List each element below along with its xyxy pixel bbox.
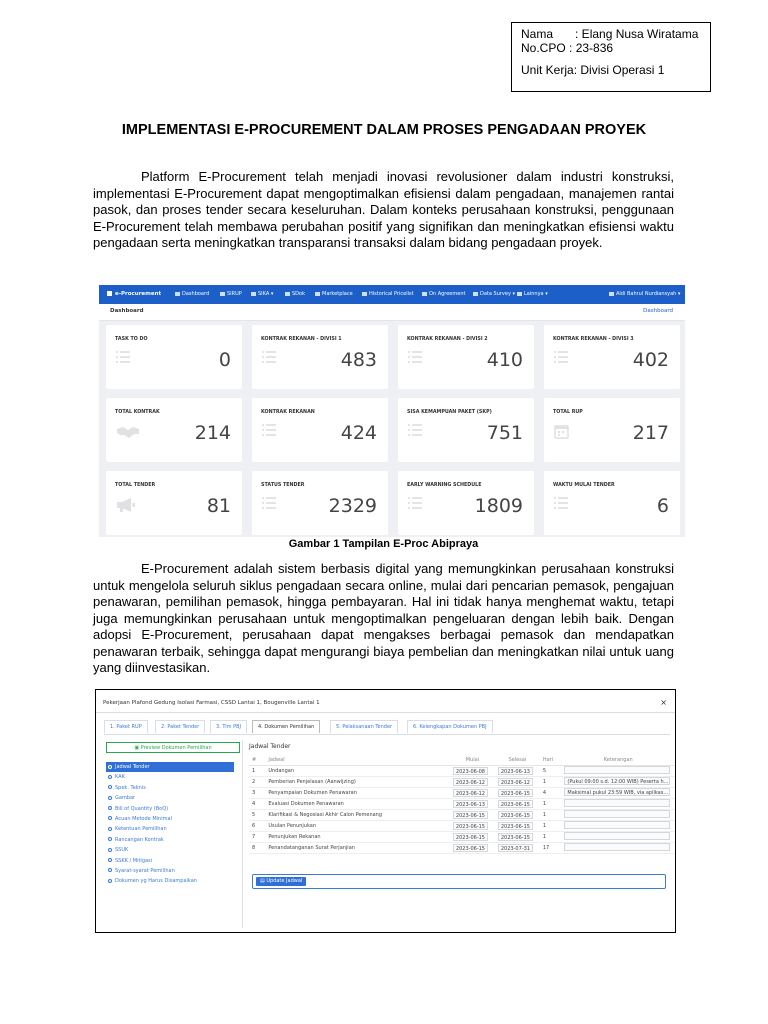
update-area [252, 874, 666, 889]
check-circle-icon [108, 879, 112, 883]
list-icon [408, 351, 422, 364]
nav-dashboard[interactable]: Dashboard [175, 291, 209, 297]
date-field[interactable]: 2023-07-31 [498, 844, 533, 852]
table-row [249, 777, 675, 788]
check-circle-icon [108, 796, 112, 800]
date-field[interactable]: 2023-06-12 [453, 789, 488, 797]
schedule-title: Jadwal Tender [249, 743, 291, 750]
table-cell: 8 [249, 843, 265, 854]
check-circle-icon [108, 806, 112, 810]
tender-schedule-screenshot [95, 689, 676, 933]
stat-card[interactable] [106, 398, 242, 462]
paragraph-1-text: Platform E-Procurement telah menjadi inovasi revolusioner dalam industri konstruksi, implementasi E-Procurement dapat mengoptimalkan efisiensi dalam pengadaan, manajemen rantai pasok, dan proses tender secara keseluruhan. Dalam konteks perusahaan konstruksi, penggunaan E-Procurement telah membawa perubahan positif yang signifikan dan meningkatkan efisiensi waktu pengadaan serta meningkatkan transparansi transaksi dalam bidang pengadaan proyek. [93, 169, 674, 250]
stat-card[interactable] [398, 398, 534, 462]
stat-card-value: 0 [218, 349, 231, 371]
table-cell: Undangan [265, 766, 450, 777]
package-title: Pekerjaan Plafond Gedung Isolasi Farmasi, CSSD Lantai 1, Bougenville Lantai 1 [103, 700, 320, 706]
stat-card[interactable] [106, 471, 242, 535]
keterangan-field[interactable]: Maksimal pukul 23:59 WIB, via aplikas... [564, 788, 670, 796]
column-header: Keterangan [561, 754, 675, 766]
date-field[interactable]: 2023-06-13 [453, 800, 488, 808]
table-cell: Penunjukan Rekanan [265, 832, 450, 843]
tab-dokumen-pemilihan[interactable]: 4. Dokumen Pemilihan [252, 720, 320, 733]
dashboard-heading: Dashboard [110, 308, 144, 314]
table-row [249, 766, 675, 777]
document-section-item[interactable]: Jadwal Tender [106, 762, 234, 772]
tab-kelengkapan-dokumen[interactable]: 6. Kelengkapan Dokumen PBJ [407, 720, 493, 733]
stat-card-label: KONTRAK REKANAN - DIVISI 1 [261, 337, 342, 342]
handshake-icon [116, 424, 140, 443]
table-row [249, 821, 675, 832]
table-cell: 17 [540, 843, 562, 854]
stat-card-value: 410 [486, 349, 523, 371]
schedule-table [249, 754, 675, 854]
stat-card-label: KONTRAK REKANAN - DIVISI 3 [553, 337, 634, 342]
date-field[interactable]: 2023-06-15 [453, 844, 488, 852]
document-icon: ▣ [134, 745, 141, 751]
stat-card[interactable] [544, 325, 680, 389]
table-row [249, 788, 675, 799]
stat-card-value: 217 [632, 422, 669, 444]
nav-historical-pricelist[interactable]: Historical Pricelist [362, 291, 414, 297]
document-section-item[interactable]: Acuan Metode Minimal [106, 814, 234, 824]
stat-card[interactable] [106, 325, 242, 389]
paragraph-1 [93, 169, 674, 252]
check-circle-icon [108, 765, 112, 769]
stat-card[interactable] [544, 471, 680, 535]
update-schedule-button[interactable]: ▤ Update Jadwal [256, 877, 306, 886]
dashboard-breadcrumb-link[interactable]: Dashboard [643, 308, 673, 314]
table-cell: Evaluasi Dokumen Penawaran [265, 799, 450, 810]
tab-paket-tender[interactable]: 2. Paket Tender [155, 720, 205, 733]
keterangan-field[interactable] [564, 821, 670, 829]
author-info-box [511, 22, 711, 92]
keterangan-field[interactable] [564, 843, 670, 851]
keterangan-field[interactable] [564, 766, 670, 774]
table-cell: 1 [540, 777, 562, 788]
tab-pelaksanaan-tender[interactable]: 5. Pelaksanaan Tender [330, 720, 398, 733]
check-circle-icon [108, 775, 112, 779]
nav-sdok[interactable]: SDok [285, 291, 305, 297]
stat-card[interactable] [544, 398, 680, 462]
check-circle-icon [108, 816, 112, 820]
table-cell: 4 [249, 799, 265, 810]
figure-1-caption: Gambar 1 Tampilan E-Proc Abipraya [288, 538, 479, 550]
table-cell: Usulan Penunjukan [265, 821, 450, 832]
table-cell: 3 [249, 788, 265, 799]
table-cell: 4 [540, 788, 562, 799]
megaphone-icon [116, 497, 136, 517]
document-section-item[interactable]: Syarat-syarat Pemilihan [106, 866, 234, 876]
save-icon: ▤ [260, 878, 267, 884]
nav-sirup[interactable]: SIRUP [220, 291, 242, 297]
document-section-item[interactable]: Rancangan Kontrak [106, 835, 234, 845]
cpo-label: No.CPO [521, 41, 566, 55]
date-field[interactable]: 2023-06-15 [498, 822, 533, 830]
stat-card-value: 751 [486, 422, 523, 444]
date-field[interactable]: 2023-06-15 [453, 822, 488, 830]
table-cell: 1 [540, 799, 562, 810]
document-section-item[interactable]: Gambar [106, 793, 234, 803]
table-cell: Penyampaian Dokumen Penawaran [265, 788, 450, 799]
table-row [249, 832, 675, 843]
list-icon [262, 424, 276, 437]
list-icon [554, 497, 568, 510]
nama-value: : Elang Nusa Wiratama [575, 27, 699, 41]
nama-label: Nama [521, 27, 554, 41]
stat-card-value: 214 [194, 422, 231, 444]
stat-card-value: 81 [206, 495, 231, 517]
stat-card-label: KONTRAK REKANAN - DIVISI 2 [407, 337, 488, 342]
check-circle-icon [108, 858, 112, 862]
stat-card-value: 2329 [328, 495, 377, 517]
stat-card-label: KONTRAK REKANAN [261, 410, 315, 415]
check-circle-icon [108, 785, 112, 789]
date-field[interactable]: 2023-06-15 [498, 811, 533, 819]
calendar-icon [554, 424, 569, 443]
date-field[interactable]: 2023-06-15 [498, 833, 533, 841]
stat-card-label: WAKTU MULAI TENDER [553, 483, 615, 488]
stat-card-value: 1809 [474, 495, 523, 517]
column-header: Hari [540, 754, 562, 766]
date-field[interactable]: 2023-06-15 [453, 833, 488, 841]
table-cell: 1 [540, 821, 562, 832]
date-field[interactable]: 2023-06-08 [453, 767, 488, 775]
stat-card-label: TASK TO DO [115, 337, 148, 342]
dashboard-screenshot [99, 285, 685, 537]
close-icon[interactable]: × [660, 698, 667, 707]
nav-on-agreement[interactable]: On Agreement [422, 291, 465, 297]
list-icon [408, 424, 422, 437]
list-icon [262, 351, 276, 364]
table-row [249, 799, 675, 810]
table-row [249, 843, 675, 854]
document-section-item[interactable]: SSUK [106, 845, 234, 855]
table-cell: 6 [249, 821, 265, 832]
stat-card[interactable] [252, 471, 388, 535]
keterangan-field[interactable]: (Pukul 09:00 s.d. 12:00 WIB) Peserta h... [564, 777, 670, 785]
stat-card-value: 424 [340, 422, 377, 444]
column-header: Jadwal [265, 754, 450, 766]
date-field[interactable]: 2023-06-15 [498, 800, 533, 808]
date-field[interactable]: 2023-06-15 [498, 789, 533, 797]
table-cell: 7 [249, 832, 265, 843]
column-header: # [249, 754, 265, 766]
table-cell: 1 [249, 766, 265, 777]
table-cell: 2 [249, 777, 265, 788]
keterangan-field[interactable] [564, 832, 670, 840]
table-cell: Penandatanganan Surat Perjanjian [265, 843, 450, 854]
paragraph-2-text: E-Procurement adalah sistem berbasis digital yang memungkinkan perusahaan konstruksi untuk mengelola seluruh siklus pengadaan secara online, mulai dari pencarian pemasok, pengajuan penawaran, pemilihan pemasok, hingga pembayaran. Hal ini tidak hanya menghemat waktu, tetapi juga memungkinkan perusahaan untuk mengoptimalkan pengeluaran dengan lebih baik. Dengan adopsi E-Procurement, perusahaan dapat mengakses berbagai pemasok dan mendapatkan penawaran terbaik, sehingga dapat mengurangi biaya pembelian dan meningkatkan nilai untuk uang yang diinvestasikan. [93, 561, 674, 675]
nav-data-survey[interactable]: Data Survey ▾ [473, 291, 515, 297]
table-cell: 5 [540, 766, 562, 777]
date-field[interactable]: 2023-06-12 [498, 778, 533, 786]
preview-document-button[interactable]: ▣ Preview Dokumen Pemilihan [106, 742, 240, 753]
column-header: Selesai [495, 754, 540, 766]
check-circle-icon [108, 837, 112, 841]
document-section-item[interactable]: Ketentuan Pemilihan [106, 824, 234, 834]
stat-card-label: TOTAL TENDER [115, 483, 156, 488]
table-cell: Klarifikasi & Negosiasi Akhir Calon Pemenang [265, 810, 450, 821]
nav-user-menu[interactable]: Aldi Bahrul Nurdiansyah ▾ [609, 291, 680, 297]
schedule-header-row [249, 754, 675, 766]
nav-lainnya[interactable]: Lainnya ▾ [517, 291, 548, 297]
table-cell: Pemberian Penjelasan (Aanwijzing) [265, 777, 450, 788]
stat-card-value: 6 [656, 495, 669, 517]
list-icon [408, 497, 422, 510]
stat-card-label: EARLY WARNING SCHEDULE [407, 483, 482, 488]
date-field[interactable]: 2023-06-15 [453, 811, 488, 819]
dashboard-subbar [99, 304, 685, 321]
list-icon [262, 497, 276, 510]
document-section-item[interactable]: KAK [106, 772, 234, 782]
document-section-item[interactable]: Spek. Teknis [106, 783, 234, 793]
dashboard-navbar [99, 285, 685, 304]
date-field[interactable]: 2023-06-13 [498, 767, 533, 775]
brand-logo: e-Procurement [107, 291, 161, 297]
nav-marketplace[interactable]: Marketplace [315, 291, 353, 297]
unit-kerja: Unit Kerja: Divisi Operasi 1 [521, 63, 665, 77]
document-section-item[interactable]: Bill of Quantity (BoQ) [106, 804, 234, 814]
tab-paket-rup[interactable]: 1. Paket RUP [104, 720, 148, 733]
check-circle-icon [108, 827, 112, 831]
table-cell: 1 [540, 832, 562, 843]
column-header: Mulai [450, 754, 495, 766]
document-title: IMPLEMENTASI E-PROCUREMENT DALAM PROSES PENGADAAN PROYEK [121, 122, 647, 138]
stat-card[interactable] [398, 471, 534, 535]
document-section-item[interactable]: Dokumen yg Harus Disampaikan [106, 876, 234, 886]
document-section-item[interactable]: SSKK / Mitigasi [106, 856, 234, 866]
stat-card-value: 483 [340, 349, 377, 371]
document-section-list [106, 762, 234, 887]
stat-card-label: STATUS TENDER [261, 483, 305, 488]
cpo-value: : 23-836 [569, 41, 614, 55]
stat-card-label: TOTAL RUP [553, 410, 583, 415]
stat-card-label: SISA KEMAMPUAN PAKET (SKP) [407, 410, 492, 415]
list-icon [554, 351, 568, 364]
tab-tim-pbj[interactable]: 3. Tim PBJ [210, 720, 247, 733]
date-field[interactable]: 2023-06-12 [453, 778, 488, 786]
table-row [249, 810, 675, 821]
stat-card-value: 402 [632, 349, 669, 371]
table-cell: 1 [540, 810, 562, 821]
stat-card[interactable] [252, 398, 388, 462]
check-circle-icon [108, 868, 112, 872]
keterangan-field[interactable] [564, 799, 670, 807]
table-cell: 5 [249, 810, 265, 821]
check-circle-icon [108, 848, 112, 852]
stat-card[interactable] [252, 325, 388, 389]
stat-card-label: TOTAL KONTRAK [115, 410, 160, 415]
nav-sika[interactable]: SIKA ▾ [251, 291, 273, 297]
keterangan-field[interactable] [564, 810, 670, 818]
stat-card[interactable] [398, 325, 534, 389]
list-icon [116, 351, 130, 364]
paragraph-2 [93, 561, 674, 677]
